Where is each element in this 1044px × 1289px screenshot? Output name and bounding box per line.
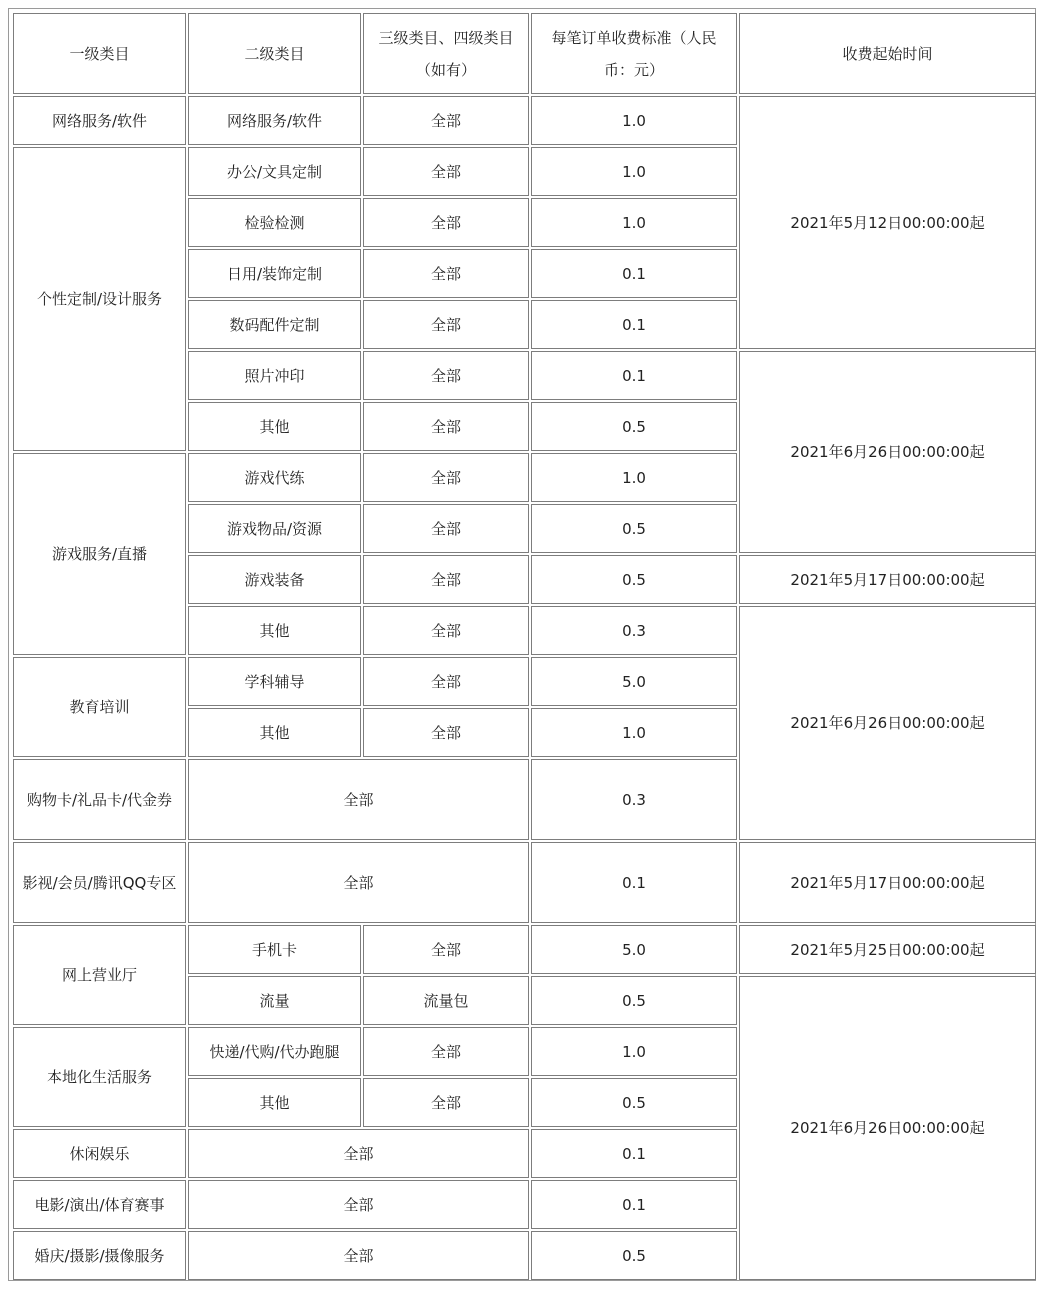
start-time-cell: 2021年5月25日00:00:00起 bbox=[739, 925, 1036, 974]
level3-cell: 全部 bbox=[363, 453, 529, 502]
level1-game: 游戏服务/直播 bbox=[13, 453, 186, 655]
start-time-cell: 2021年6月26日00:00:00起 bbox=[739, 351, 1036, 553]
level3-cell: 全部 bbox=[363, 198, 529, 247]
level1-network: 网络服务/软件 bbox=[13, 96, 186, 145]
start-time-cell: 2021年6月26日00:00:00起 bbox=[739, 976, 1036, 1280]
fee-cell: 0.3 bbox=[531, 759, 737, 840]
level2-cell: 网络服务/软件 bbox=[188, 96, 361, 145]
start-time-cell: 2021年6月26日00:00:00起 bbox=[739, 606, 1036, 840]
level3-cell: 全部 bbox=[363, 1078, 529, 1127]
fee-cell: 0.5 bbox=[531, 555, 737, 604]
level2-cell: 游戏装备 bbox=[188, 555, 361, 604]
level3-cell: 全部 bbox=[363, 147, 529, 196]
level3-cell: 全部 bbox=[363, 657, 529, 706]
fee-cell: 0.5 bbox=[531, 504, 737, 553]
level3-cell: 全部 bbox=[363, 555, 529, 604]
level2-cell: 数码配件定制 bbox=[188, 300, 361, 349]
level1-giftcard: 购物卡/礼品卡/代金券 bbox=[13, 759, 186, 840]
level3-cell: 全部 bbox=[363, 708, 529, 757]
level1-movie: 电影/演出/体育赛事 bbox=[13, 1180, 186, 1229]
level2-cell: 全部 bbox=[188, 1129, 529, 1178]
header-level34: 三级类目、四级类目（如有） bbox=[363, 13, 529, 94]
fee-cell: 0.5 bbox=[531, 976, 737, 1025]
level2-cell: 办公/文具定制 bbox=[188, 147, 361, 196]
level2-cell: 游戏代练 bbox=[188, 453, 361, 502]
fee-table bbox=[11, 11, 1038, 1282]
fee-cell: 1.0 bbox=[531, 708, 737, 757]
fee-cell: 1.0 bbox=[531, 198, 737, 247]
level1-video: 影视/会员/腾讯QQ专区 bbox=[13, 842, 186, 923]
level2-cell: 学科辅导 bbox=[188, 657, 361, 706]
level2-cell: 快递/代购/代办跑腿 bbox=[188, 1027, 361, 1076]
header-fee: 每笔订单收费标准（人民币：元） bbox=[531, 13, 737, 94]
level3-cell: 全部 bbox=[363, 606, 529, 655]
fee-cell: 0.3 bbox=[531, 606, 737, 655]
level1-leisure: 休闲娱乐 bbox=[13, 1129, 186, 1178]
header-level2: 二级类目 bbox=[188, 13, 361, 94]
level2-cell: 手机卡 bbox=[188, 925, 361, 974]
level3-cell: 全部 bbox=[363, 249, 529, 298]
table-row bbox=[13, 842, 1036, 923]
start-time-cell: 2021年5月17日00:00:00起 bbox=[739, 842, 1036, 923]
fee-cell: 0.1 bbox=[531, 1129, 737, 1178]
fee-cell: 1.0 bbox=[531, 96, 737, 145]
fee-cell: 0.5 bbox=[531, 1078, 737, 1127]
level2-cell: 日用/装饰定制 bbox=[188, 249, 361, 298]
level3-cell: 流量包 bbox=[363, 976, 529, 1025]
level2-cell: 其他 bbox=[188, 1078, 361, 1127]
level1-telecom: 网上营业厅 bbox=[13, 925, 186, 1025]
level1-custom: 个性定制/设计服务 bbox=[13, 147, 186, 451]
level3-cell: 全部 bbox=[363, 351, 529, 400]
level2-cell: 其他 bbox=[188, 402, 361, 451]
level2-cell: 游戏物品/资源 bbox=[188, 504, 361, 553]
header-level1: 一级类目 bbox=[13, 13, 186, 94]
level2-cell: 流量 bbox=[188, 976, 361, 1025]
level2-cell: 全部 bbox=[188, 842, 529, 923]
header-start-time: 收费起始时间 bbox=[739, 13, 1036, 94]
start-time-cell: 2021年5月17日00:00:00起 bbox=[739, 555, 1036, 604]
level1-wedding: 婚庆/摄影/摄像服务 bbox=[13, 1231, 186, 1280]
level1-local: 本地化生活服务 bbox=[13, 1027, 186, 1127]
level3-cell: 全部 bbox=[363, 300, 529, 349]
table-header-row bbox=[13, 13, 1036, 94]
fee-cell: 0.1 bbox=[531, 351, 737, 400]
level2-cell: 检验检测 bbox=[188, 198, 361, 247]
level3-cell: 全部 bbox=[363, 96, 529, 145]
level3-cell: 全部 bbox=[363, 504, 529, 553]
level2-cell: 其他 bbox=[188, 708, 361, 757]
level2-cell: 其他 bbox=[188, 606, 361, 655]
fee-cell: 5.0 bbox=[531, 657, 737, 706]
table-row bbox=[13, 925, 1036, 974]
level3-cell: 全部 bbox=[363, 402, 529, 451]
fee-cell: 0.1 bbox=[531, 300, 737, 349]
fee-cell: 0.5 bbox=[531, 402, 737, 451]
fee-cell: 0.1 bbox=[531, 1180, 737, 1229]
start-time-cell: 2021年5月12日00:00:00起 bbox=[739, 96, 1036, 349]
level2-cell: 全部 bbox=[188, 1231, 529, 1280]
level2-cell: 照片冲印 bbox=[188, 351, 361, 400]
level3-cell: 全部 bbox=[363, 1027, 529, 1076]
level2-cell: 全部 bbox=[188, 1180, 529, 1229]
fee-cell: 0.1 bbox=[531, 842, 737, 923]
level1-edu: 教育培训 bbox=[13, 657, 186, 757]
table-row bbox=[13, 96, 1036, 145]
fee-cell: 1.0 bbox=[531, 453, 737, 502]
fee-cell: 1.0 bbox=[531, 1027, 737, 1076]
fee-cell: 0.5 bbox=[531, 1231, 737, 1280]
level2-cell: 全部 bbox=[188, 759, 529, 840]
level3-cell: 全部 bbox=[363, 925, 529, 974]
fee-cell: 1.0 bbox=[531, 147, 737, 196]
fee-cell: 5.0 bbox=[531, 925, 737, 974]
fee-cell: 0.1 bbox=[531, 249, 737, 298]
